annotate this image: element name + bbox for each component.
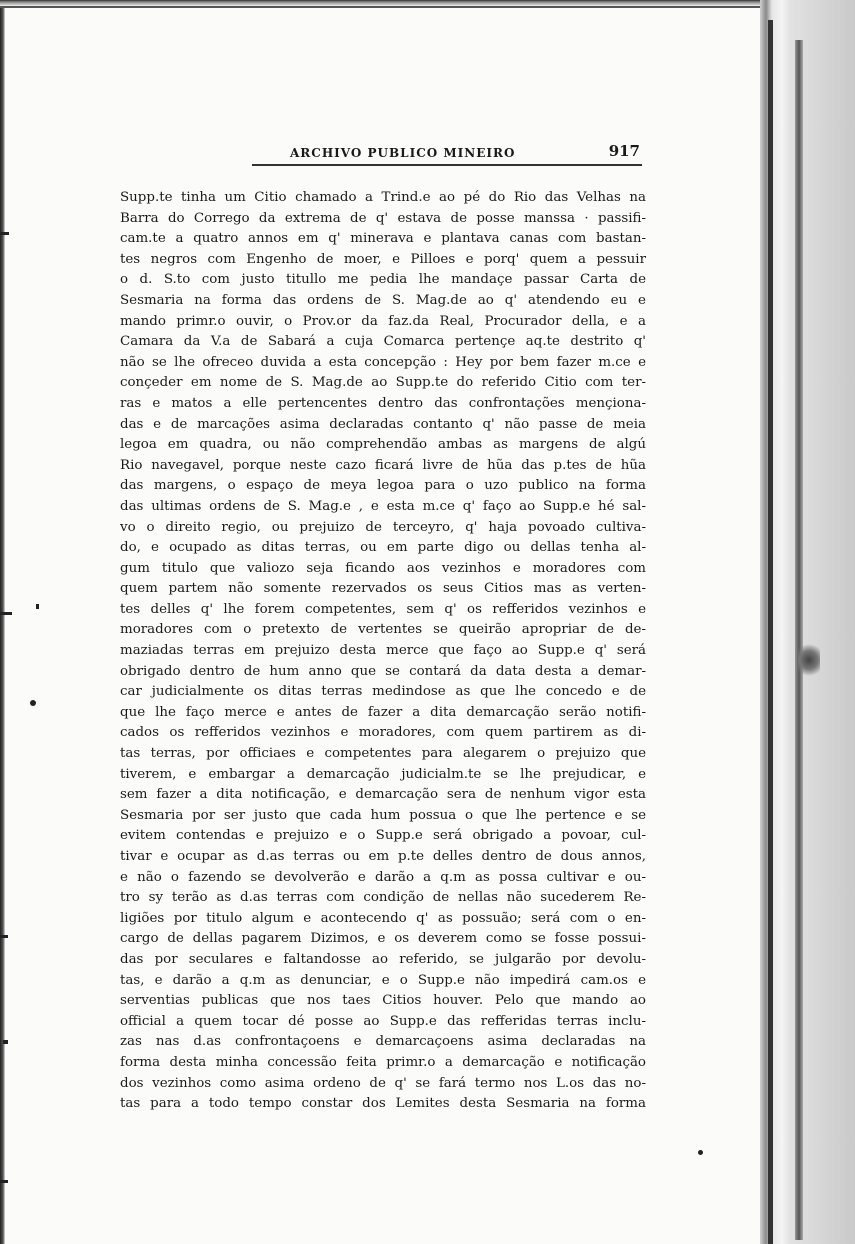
text-line: tro sy terão as d.as terras com condição de nellas não sucederem Re- (120, 890, 646, 906)
margin-mark (0, 232, 9, 235)
page-header (270, 142, 640, 164)
margin-mark (36, 604, 39, 609)
text-line: tas para a todo tempo constar dos Lemites desta Sesmaria na forma (120, 1096, 646, 1112)
text-line: tiverem, e embargar a demarcação judicialm.te se lhe prejudicar, e (120, 766, 646, 782)
left-page-edge (0, 0, 5, 1244)
text-line: maziadas terras em prejuizo desta merce que faço ao Supp.e q' será (120, 643, 646, 659)
text-line: zas nas d.as confrontaçoens e demarcaçoens asima declaradas na (120, 1034, 646, 1050)
text-line: Sesmaria na forma das ordens de S. Mag.de ao q' atendendo eu e (120, 292, 646, 308)
text-line: das ultimas ordens de S. Mag.e , e esta m.ce q' faço ao Supp.e hé sal- (120, 498, 646, 514)
text-line: legoa em quadra, ou não comprehendão ambas as margens de algú (120, 437, 646, 453)
text-line: tivar e ocupar as d.as terras ou em p.te delles dentro de dous annos, (120, 849, 646, 864)
margin-mark (30, 700, 36, 706)
text-line: Camara da V.a de Sabará a cuja Comarca pertençe aq.te destrito q' (120, 334, 646, 350)
text-line: mando primr.o ouvir, o Prov.or da faz.da Real, Procurador della, e a (120, 313, 646, 329)
text-line: tas terras, por officiaes e competentes para alegarem o prejuizo que (120, 746, 646, 762)
text-line: do, e ocupado as ditas terras, ou em parte digo ou dellas tenha al- (120, 540, 646, 556)
text-line: tes negros com Engenho de moer, e Pilloes e porq' quem a pessuir (120, 251, 646, 267)
margin-mark (3, 1040, 8, 1044)
text-line: não se lhe ofreceo duvida a esta concepção : Hey por bem fazer m.ce e (120, 354, 646, 370)
text-line: obrigado dentro de hum anno que se contará da data desta a demar- (120, 663, 646, 679)
text-line: ligiões por titulo algum e acontecendo q' as possuão; será com o en- (120, 910, 646, 926)
text-line: ras e matos a elle pertencentes dentro das confrontações mençiona- (120, 395, 646, 411)
text-line: e não o fazendo se devolverão e darão a q.m as possa cultivar e ou- (120, 869, 646, 885)
text-line: Supp.te tinha um Citio chamado a Trind.e ao pé do Rio das Velhas na (120, 190, 646, 205)
text-line: o d. S.to com justo titullo me pedia lhe mandaçe passar Carta de (120, 272, 646, 288)
right-binding-shadow (760, 0, 855, 1244)
text-line: dos vezinhos como asima ordeno de q' se fará termo nos L.os das no- (120, 1075, 646, 1091)
text-line: moradores com o pretexto de vertentes se queirão apropriar de de- (120, 622, 646, 638)
text-line: tes delles q' lhe forem competentes, sem q' os refferidos vezinhos e (120, 601, 646, 617)
text-line: conçeder em nome de S. Mag.de ao Supp.te do referido Citio com ter- (120, 375, 646, 391)
text-line: das por seculares e faltandosse ao referido, se julgarão por devolu- (120, 951, 646, 967)
text-line: sem fazer a dita notificação, e demarcação sera de nenhum vigor esta (120, 787, 646, 803)
margin-mark (0, 935, 8, 938)
margin-mark (0, 612, 12, 615)
text-line: tas, e darão a q.m as denunciar, e o Supp.e não impedirá cam.os e (120, 972, 646, 988)
text-line: official a quem tocar dé posse ao Supp.e das refferidas terras inclu- (120, 1013, 646, 1029)
text-line: que lhe faço merce e antes de fazer a dita demarcação serão notifi- (120, 704, 646, 720)
margin-mark (0, 1180, 8, 1183)
text-line: evitem contendas e prejuizo e o Supp.e será obrigado a povoar, cul- (120, 828, 646, 844)
text-line: vo o direito regio, ou prejuizo de terceyro, q' haja povoado cultiva- (120, 519, 646, 535)
body-text (120, 188, 646, 1115)
text-line: cam.te a quatro annos em q' minerava e plantava canas com bastan- (120, 231, 646, 247)
text-line: forma desta minha concessão feita primr.o a demarcação e notificação (120, 1054, 646, 1070)
right-binding-line (768, 20, 773, 1244)
text-line: serventias publicas que nos taes Citios houver. Pelo que mando ao (120, 993, 646, 1009)
text-line: quem partem não somente rezervados os seus Citios mas as verten- (120, 581, 646, 597)
top-edge-line (0, 6, 760, 8)
text-line: gum titulo que valiozo seja ficando aos vezinhos e moradores com (120, 560, 646, 576)
header-rule (252, 164, 642, 166)
text-line: das margens, o espaço de meya legoa para o uzo publico na forma (120, 478, 646, 494)
text-line: cados os refferidos vezinhos e moradores, com quem partirem as di- (120, 725, 646, 741)
text-line: Sesmaria por ser justo que cada hum possua o que lhe pertence e se (120, 807, 646, 823)
running-title: ARCHIVO PUBLICO MINEIRO (290, 146, 516, 160)
text-line: car judicialmente os ditas terras medindose as que lhe concedo e de (120, 684, 646, 700)
text-line: das e de marcações asima declaradas contanto q' não passe de meia (120, 416, 646, 432)
text-line: Barra do Corrego da extrema de q' estava de posse manssa · passifi- (120, 210, 646, 226)
page-number: 917 (608, 142, 640, 160)
text-line: cargo de dellas pagarem Dizimos, e os deverem como se fosse possui- (120, 931, 646, 947)
ink-blot (798, 640, 820, 680)
margin-mark (698, 1150, 703, 1155)
text-line: Rio navegavel, porque neste cazo ficará livre de hũa das p.tes de hũa (120, 457, 646, 473)
